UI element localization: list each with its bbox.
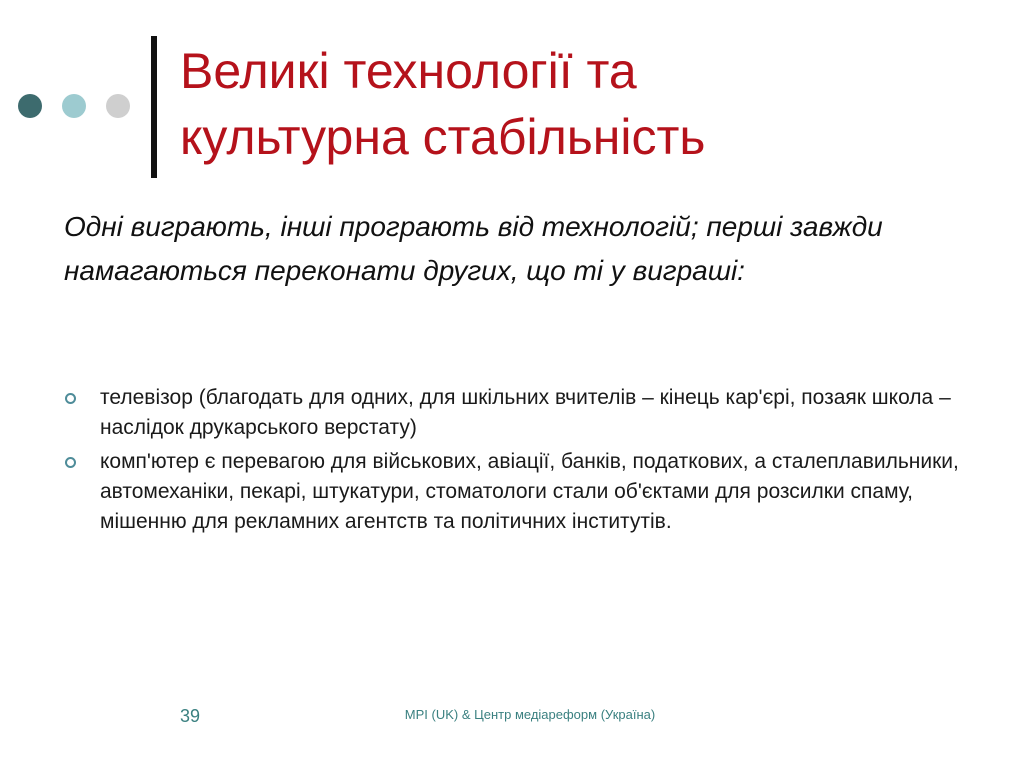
page-number: 39 <box>180 706 201 726</box>
decorative-dots <box>18 93 130 119</box>
grey-dot-icon <box>106 94 130 118</box>
circle-bullet-icon <box>65 393 76 404</box>
list-item-text: комп'ютер є перевагою для військових, авіації, банків, податкових, а сталеплавильники, автомеханіки, пекарі, штукатури, стоматологи стали об'єктами для розсилки спаму, мішенню для рекламних агентств та політичних інститутів. <box>100 450 959 533</box>
bullet-list <box>62 383 962 541</box>
footer-text: MPI (UK) & Центр медіареформ (Україна) <box>404 707 656 722</box>
intro-text: Одні виграють, інші програють від технологій; перші завжди намагаються переконати других, що ті у виграші: <box>64 211 883 286</box>
list-item <box>62 383 962 443</box>
dark-teal-dot-icon <box>18 94 42 118</box>
slide-title: Великі технології та культурна стабільність <box>180 43 706 165</box>
list-item <box>62 447 962 537</box>
circle-bullet-icon <box>65 457 76 468</box>
light-teal-dot-icon <box>62 94 86 118</box>
title-divider <box>151 36 157 178</box>
list-item-text: телевізор (благодать для одних, для шкільних вчителів – кінець кар'єрі, позаяк школа – наслідок друкарського верстату) <box>100 386 951 439</box>
